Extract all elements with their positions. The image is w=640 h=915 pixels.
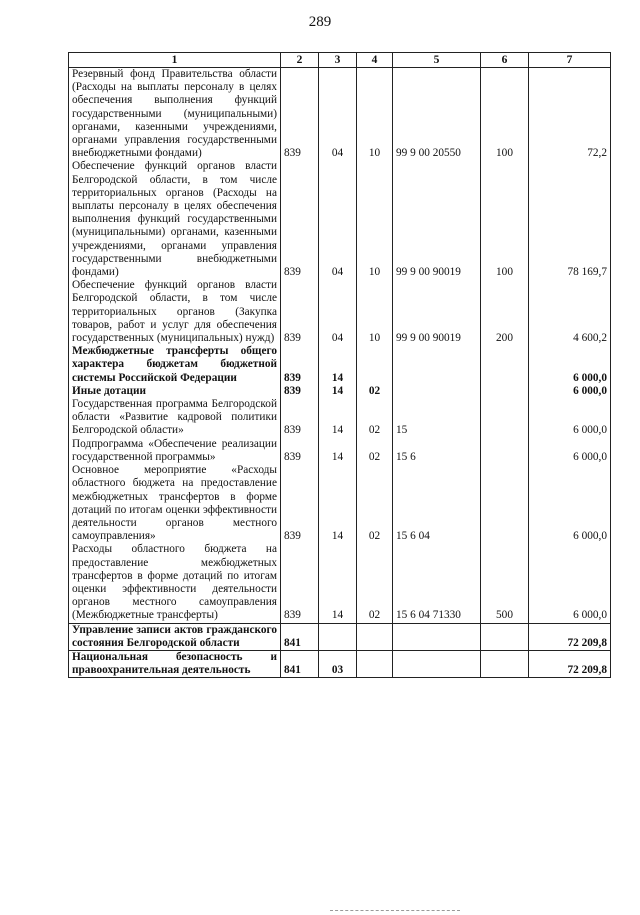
row-expense-type [481,623,529,650]
budget-table [68,52,611,678]
row-amount: 72 209,8 [529,650,611,677]
row-ved-code: 839 [281,464,319,543]
row-name: Расходы областного бюджета на предоставление межбюджетных трансфертов в форме дотаций по итогам оценки эффективности деятельности органов местного самоуправления (Межбюджетные трансферты) [69,543,281,623]
row-section-code: 04 [319,160,357,279]
row-subsection-code: 02 [357,464,393,543]
column-header: 7 [529,53,611,68]
row-expense-type [481,650,529,677]
row-target-article: 15 6 04 71330 [393,543,481,623]
row-target-article: 15 [393,398,481,438]
row-name: Государственная программа Белгородской области «Развитие кадровой политики Белгородской области» [69,398,281,438]
row-expense-type [481,438,529,464]
row-name: Обеспечение функций органов власти Белгородской области, в том числе территориальных органов (Закупка товаров, работ и услуг для обеспечения государственных (муниципальных) нужд) [69,279,281,345]
row-subsection-code [357,650,393,677]
row-ved-code: 839 [281,279,319,345]
row-section-code: 14 [319,438,357,464]
table-row [69,68,611,161]
row-name: Межбюджетные трансферты общего характера бюджетам бюджетной системы Российской Федерации [69,345,281,385]
row-section-code: 14 [319,385,357,398]
row-expense-type [481,345,529,385]
row-target-article: 15 6 04 [393,464,481,543]
column-header: 6 [481,53,529,68]
table-row [69,279,611,345]
row-ved-code: 839 [281,160,319,279]
row-amount: 6 000,0 [529,385,611,398]
row-subsection-code [357,345,393,385]
row-subsection-code: 02 [357,398,393,438]
page-number: 289 [308,14,332,30]
row-target-article: 99 9 00 20550 [393,68,481,161]
table-row [69,160,611,279]
row-name: Обеспечение функций органов власти Белгородской области, в том числе территориальных органов (Расходы на выплаты персоналу в целях обеспечения выполнения функций государственными (муниципальными) органами, казенными учреждениями, органами управления государственными внебюджетными фондами) [69,160,281,279]
table-row [69,650,611,677]
row-expense-type [481,398,529,438]
column-header: 3 [319,53,357,68]
table-row [69,345,611,385]
row-target-article: 99 9 00 90019 [393,160,481,279]
row-expense-type: 100 [481,68,529,161]
row-name: Подпрограмма «Обеспечение реализации государственной программы» [69,438,281,464]
row-amount: 72,2 [529,68,611,161]
column-header: 1 [69,53,281,68]
row-amount: 6 000,0 [529,438,611,464]
row-ved-code: 841 [281,623,319,650]
row-amount: 78 169,7 [529,160,611,279]
row-subsection-code: 02 [357,543,393,623]
row-section-code [319,623,357,650]
row-expense-type: 200 [481,279,529,345]
row-section-code: 14 [319,398,357,438]
page-footer-mark [330,910,460,911]
row-name: Управление записи актов гражданского состояния Белгородской области [69,623,281,650]
row-ved-code: 839 [281,398,319,438]
row-ved-code: 839 [281,438,319,464]
row-target-article [393,623,481,650]
row-section-code: 14 [319,464,357,543]
row-subsection-code: 10 [357,160,393,279]
table-header-row [69,53,611,68]
row-subsection-code [357,623,393,650]
row-target-article [393,345,481,385]
row-ved-code: 839 [281,543,319,623]
row-target-article: 99 9 00 90019 [393,279,481,345]
row-expense-type [481,385,529,398]
row-name: Иные дотации [69,385,281,398]
row-target-article [393,650,481,677]
row-amount: 6 000,0 [529,398,611,438]
row-ved-code: 841 [281,650,319,677]
column-header: 2 [281,53,319,68]
row-subsection-code: 10 [357,68,393,161]
row-name: Резервный фонд Правительства области (Расходы на выплаты персоналу в целях обеспечения выполнения функций государственными (муниципальными) органами, казенными учреждениями, органами управления государственными внебюджетными фондами) [69,68,281,161]
row-subsection-code: 02 [357,438,393,464]
row-expense-type [481,464,529,543]
row-amount: 4 600,2 [529,279,611,345]
row-name: Национальная безопасность и правоохранительная деятельность [69,650,281,677]
row-expense-type: 500 [481,543,529,623]
row-amount: 6 000,0 [529,345,611,385]
row-section-code: 14 [319,543,357,623]
row-amount: 6 000,0 [529,543,611,623]
row-section-code: 04 [319,68,357,161]
row-amount: 72 209,8 [529,623,611,650]
row-subsection-code: 02 [357,385,393,398]
table-row [69,438,611,464]
row-section-code: 14 [319,345,357,385]
row-section-code: 03 [319,650,357,677]
table-row [69,385,611,398]
table-row [69,623,611,650]
row-subsection-code: 10 [357,279,393,345]
row-ved-code: 839 [281,385,319,398]
table-row [69,543,611,623]
column-header: 5 [393,53,481,68]
row-target-article: 15 6 [393,438,481,464]
row-expense-type: 100 [481,160,529,279]
row-amount: 6 000,0 [529,464,611,543]
table-row [69,398,611,438]
column-header: 4 [357,53,393,68]
row-ved-code: 839 [281,345,319,385]
row-section-code: 04 [319,279,357,345]
table-row [69,464,611,543]
row-name: Основное мероприятие «Расходы областного бюджета на предоставление межбюджетных трансфертов в форме дотаций по итогам оценки эффективности деятельности органов местного самоуправления» [69,464,281,543]
row-target-article [393,385,481,398]
row-ved-code: 839 [281,68,319,161]
